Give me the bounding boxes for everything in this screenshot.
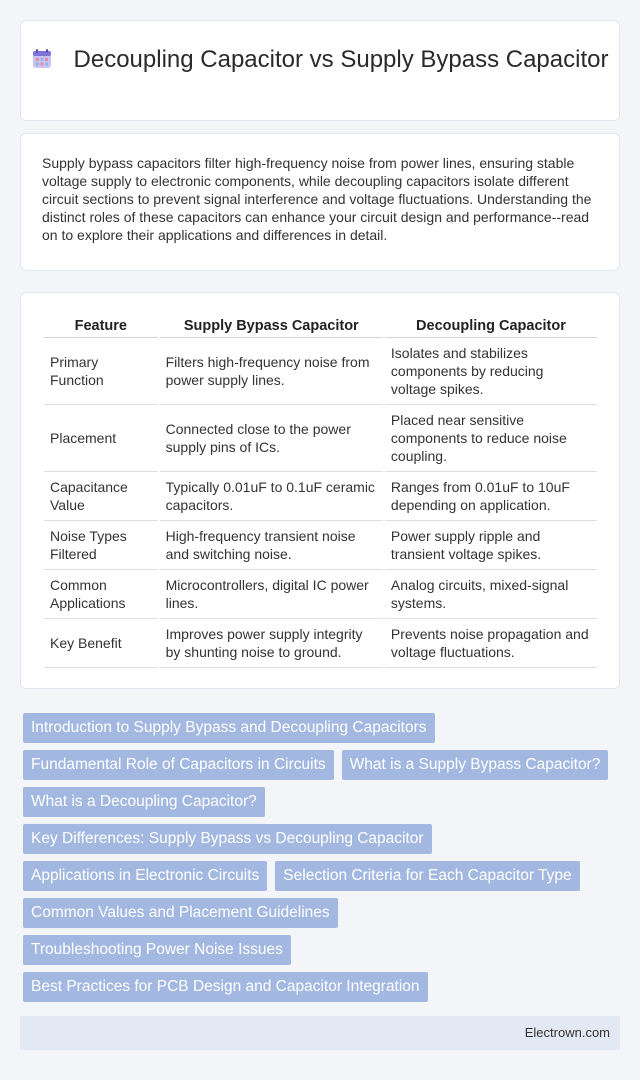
table-row bbox=[44, 338, 597, 405]
feature-cell: Key Benefit bbox=[44, 619, 158, 668]
table-row bbox=[44, 521, 597, 570]
topic-link[interactable]: Introduction to Supply Bypass and Decoupling Capacitors bbox=[23, 713, 435, 743]
calendar-icon bbox=[32, 47, 52, 67]
decoupling-cell: Placed near sensitive components to reduce noise coupling. bbox=[385, 405, 597, 472]
decoupling-cell: Power supply ripple and transient voltage spikes. bbox=[385, 521, 597, 570]
feature-cell: Capacitance Value bbox=[44, 472, 158, 521]
comparison-table bbox=[42, 314, 599, 668]
decoupling-cell: Prevents noise propagation and voltage fluctuations. bbox=[385, 619, 597, 668]
table-row bbox=[44, 570, 597, 619]
topic-link[interactable]: What is a Decoupling Capacitor? bbox=[23, 787, 265, 817]
footer-site-name: Electrown.com bbox=[524, 1025, 610, 1040]
header-decoupling: Decoupling Capacitor bbox=[385, 314, 597, 338]
header-feature: Feature bbox=[44, 314, 158, 338]
bypass-cell: Filters high-frequency noise from power supply lines. bbox=[160, 338, 383, 405]
page-title: Decoupling Capacitor vs Supply Bypass Capacitor bbox=[73, 46, 609, 73]
intro-paragraph: Supply bypass capacitors filter high-frequency noise from power lines, ensuring stable voltage supply to electronic components, while decoupling capacitors isolate different circuit sections to prevent signal interference and voltage fluctuations. Understanding the distinct roles of these capacitors can enhance your circuit design and performance--read on to explore their applications and differences in detail. bbox=[42, 155, 592, 243]
bypass-cell: High-frequency transient noise and switching noise. bbox=[160, 521, 383, 570]
table-row bbox=[44, 405, 597, 472]
intro-card bbox=[20, 133, 620, 271]
table-header-row bbox=[44, 314, 597, 338]
topic-link[interactable]: Key Differences: Supply Bypass vs Decoupling Capacitor bbox=[23, 824, 432, 854]
feature-cell: Common Applications bbox=[44, 570, 158, 619]
topic-link[interactable]: Common Values and Placement Guidelines bbox=[23, 898, 338, 928]
topic-link[interactable]: Best Practices for PCB Design and Capacitor Integration bbox=[23, 972, 428, 1002]
header-supply-bypass: Supply Bypass Capacitor bbox=[160, 314, 383, 338]
topic-link[interactable]: Selection Criteria for Each Capacitor Type bbox=[275, 861, 579, 891]
topic-tags bbox=[23, 713, 623, 1009]
feature-cell: Primary Function bbox=[44, 338, 158, 405]
page-title-wrap bbox=[21, 45, 619, 75]
decoupling-cell: Ranges from 0.01uF to 10uF depending on application. bbox=[385, 472, 597, 521]
title-card bbox=[20, 20, 620, 121]
topic-link[interactable]: Fundamental Role of Capacitors in Circuits bbox=[23, 750, 334, 780]
decoupling-cell: Isolates and stabilizes components by reducing voltage spikes. bbox=[385, 338, 597, 405]
topic-link[interactable]: What is a Supply Bypass Capacitor? bbox=[342, 750, 609, 780]
table-row bbox=[44, 472, 597, 521]
bypass-cell: Microcontrollers, digital IC power lines. bbox=[160, 570, 383, 619]
footer bbox=[20, 1016, 620, 1050]
feature-cell: Noise Types Filtered bbox=[44, 521, 158, 570]
bypass-cell: Connected close to the power supply pins of ICs. bbox=[160, 405, 383, 472]
bypass-cell: Typically 0.01uF to 0.1uF ceramic capacitors. bbox=[160, 472, 383, 521]
bypass-cell: Improves power supply integrity by shunting noise to ground. bbox=[160, 619, 383, 668]
feature-cell: Placement bbox=[44, 405, 158, 472]
topic-link[interactable]: Troubleshooting Power Noise Issues bbox=[23, 935, 291, 965]
table-row bbox=[44, 619, 597, 668]
topic-link[interactable]: Applications in Electronic Circuits bbox=[23, 861, 267, 891]
comparison-table-card bbox=[20, 292, 620, 689]
decoupling-cell: Analog circuits, mixed-signal systems. bbox=[385, 570, 597, 619]
